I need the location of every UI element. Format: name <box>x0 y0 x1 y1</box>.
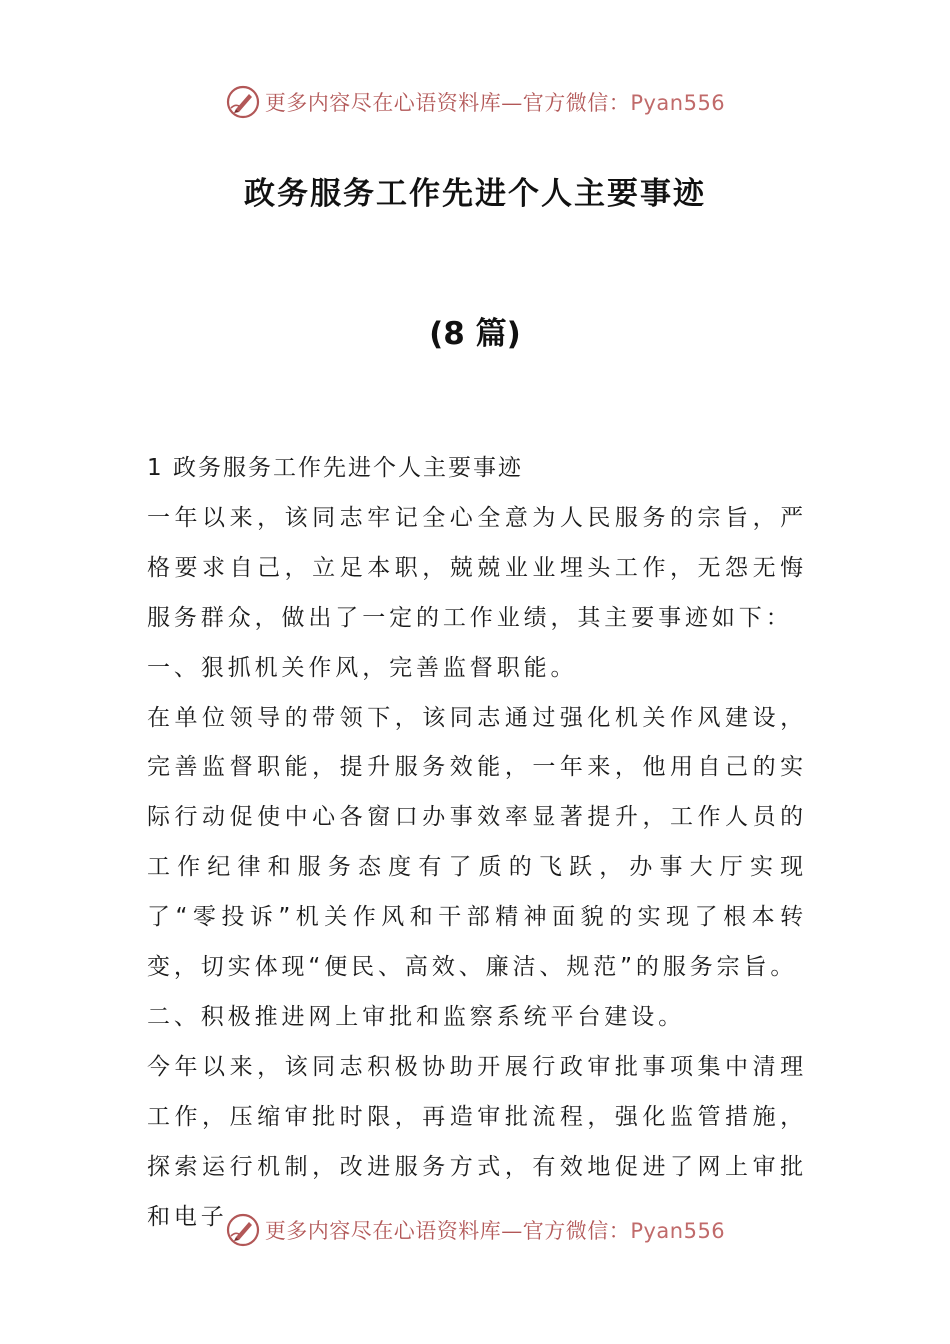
section-heading: 二、积极推进网上审批和监察系统平台建设。 <box>147 1003 685 1030</box>
section-heading: 1 政务服务工作先进个人主要事迹 <box>147 455 523 481</box>
pen-logo-icon <box>225 1212 261 1248</box>
pen-logo-icon <box>225 84 261 120</box>
body-paragraph: 今年以来，该同志积极协助开展行政审批事项集中清理工作，压缩审批时限，再造审批流程，强化监管措施，探索运行机制，改进服务方式，有效地促进了网上审批和电子 <box>147 1053 807 1230</box>
body-paragraph: 在单位领导的带领下，该同志通过强化机关作风建设，完善监督职能，提升服务效能，一年来，他用自己的实际行动促使中心各窗口办事效率显著提升，工作人员的工作纪律和服务态度有了质的飞跃，办事大厅实现了“零投诉”机关作风和干部精神面貌的实现了根本转变，切实体现“便民、高效、廉洁、规范”的服务宗旨。 <box>147 704 807 981</box>
wechat-id: Pyan556 <box>630 91 726 115</box>
watermark-text: 更多内容尽在心语资料库—官方微信：Pyan556 <box>264 91 726 115</box>
watermark-banner-top <box>0 82 950 122</box>
watermark-banner-bottom <box>0 1210 950 1250</box>
document-title: 政务服务工作先进个人主要事迹 <box>244 176 706 212</box>
section-heading: 一、狠抓机关作风，完善监督职能。 <box>147 654 578 681</box>
document-subtitle: (8 篇) <box>429 316 521 352</box>
document-body <box>147 444 807 1243</box>
watermark-text: 更多内容尽在心语资料库—官方微信：Pyan556 <box>264 1219 726 1243</box>
body-paragraph: 一年以来，该同志牢记全心全意为人民服务的宗旨，严格要求自己，立足本职，兢兢业业埋头工作，无怨无悔服务群众，做出了一定的工作业绩，其主要事迹如下： <box>147 504 807 631</box>
wechat-id: Pyan556 <box>630 1219 726 1243</box>
